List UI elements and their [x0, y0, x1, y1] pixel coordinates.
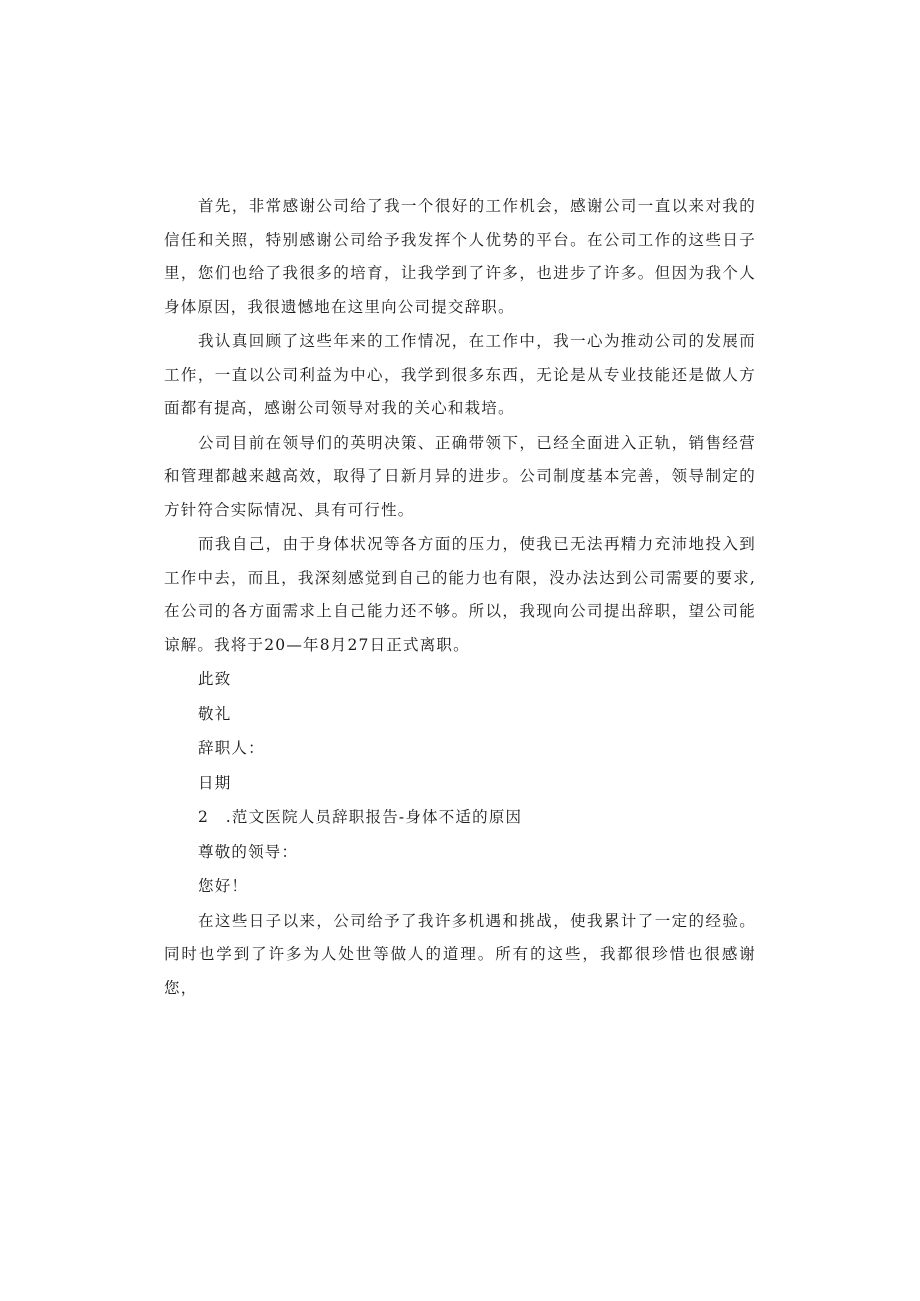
hello-line: 您好！: [198, 877, 249, 895]
section-heading: 2 .范文医院人员辞职报告-身体不适的原因: [198, 808, 523, 826]
paragraph-last: 在这些日子以来，公司给予了我许多机遇和挑战，使我累计了一定的经验。同时也学到了许多为人处世等做人的道理。所有的这些，我都很珍惜也很感谢您，: [164, 911, 756, 997]
paragraph-3: 公司目前在领导们的英明决策、正确带领下，已经全面进入正轨，销售经营和管理都越来越高效，取得了日新月异的进步。公司制度基本完善，领导制定的方针符合实际情况、具有可行性。: [164, 433, 756, 519]
paragraph-1: 首先，非常感谢公司给了我一个很好的工作机会，感谢公司一直以来对我的信任和关照，特别感谢公司给予我发挥个人优势的平台。在公司工作的这些日子里，您们也给了我很多的培育，让我学到了许多，也进步了许多。但因为我个人身体原因，我很遗憾地在这里向公司提交辞职。: [164, 197, 756, 316]
date-line: 日期: [198, 773, 232, 792]
signer-line: 辞职人：: [198, 739, 265, 757]
closing-line: 此致: [198, 670, 232, 688]
salute-line: 敬礼: [198, 704, 232, 723]
paragraph-4: 而我自己，由于身体状况等各方面的压力，使我已无法再精力充沛地投入到工作中去，而且，我深刻感觉到自己的能力也有限，没办法达到公司需要的要求,在公司的各方面需求上自己能力还不够。所以，我现向公司提出辞职，望公司能谅解。我将于20—年8月27日正式离职。: [164, 535, 756, 654]
greeting-line: 尊敬的领导：: [198, 842, 299, 861]
paragraph-2: 我认真回顾了这些年来的工作情况，在工作中，我一心为推动公司的发展而工作，一直以公司利益为中心，我学到很多东西，无论是从专业技能还是做人方面都有提高，感谢公司领导对我的关心和栽培。: [164, 332, 756, 417]
document-page: [164, 190, 756, 1006]
